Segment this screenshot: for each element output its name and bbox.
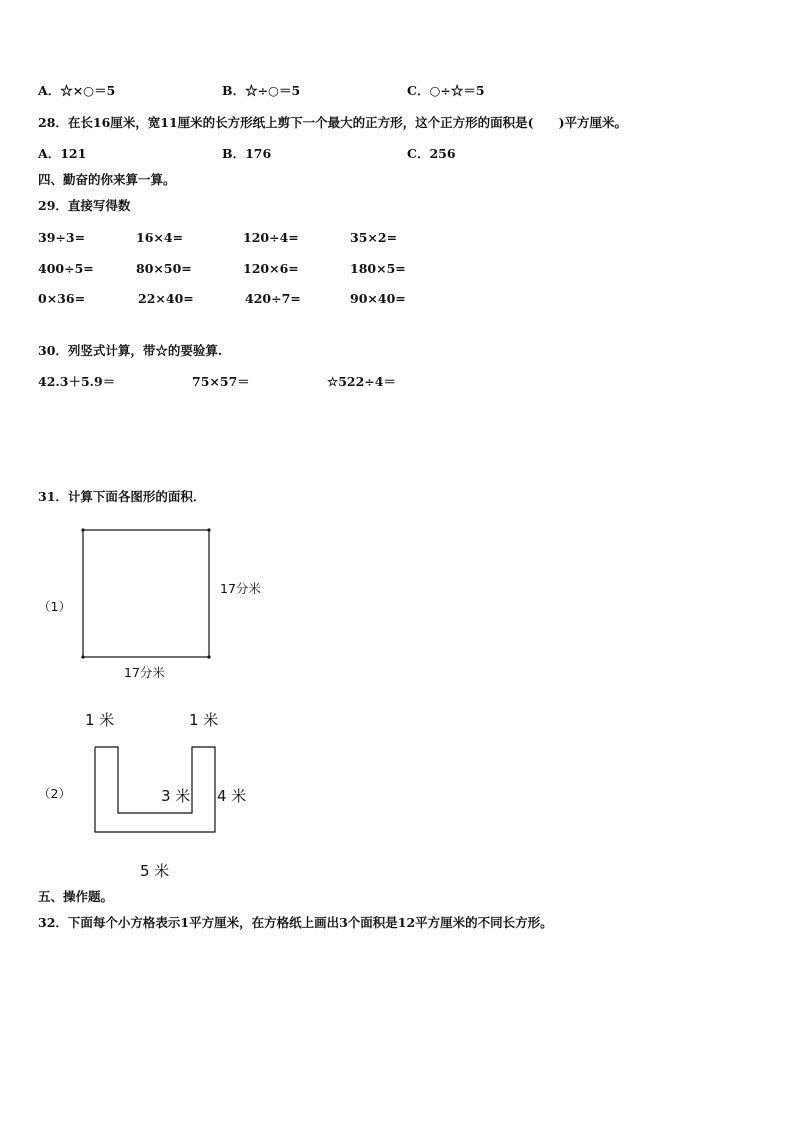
q29-stem: 29．直接写得数 (38, 198, 131, 213)
q29-item: 120×6= (243, 261, 299, 276)
q30-item: 42.3＋5.9＝ (38, 374, 116, 389)
q29-item: 400÷5= (38, 261, 94, 276)
q27-option-b: B．☆÷○＝5 (222, 83, 301, 98)
q28-option-c: C．256 (407, 146, 456, 161)
q27-option-a: A．☆×○＝5 (38, 83, 116, 98)
q32-stem: 32．下面每个小方格表示1平方厘米，在方格纸上画出3个面积是12平方厘米的不同长方形。 (38, 915, 553, 930)
q29-item: 22×40= (138, 291, 194, 306)
q28-option-b: B．176 (222, 146, 272, 161)
u-shape-top-right-width-label: 1 米 (189, 711, 219, 729)
figure-1-label: （1） (38, 599, 71, 614)
q31-stem: 31．计算下面各图形的面积． (38, 489, 206, 504)
q28-option-a: A．121 (38, 146, 87, 161)
section-4-heading: 四、勤奋的你来算一算。 (38, 172, 176, 187)
q30-item: 75×57＝ (192, 374, 250, 389)
u-shape-top-left-width-label: 1 米 (85, 711, 115, 729)
q29-item: 39÷3= (38, 230, 86, 245)
q29-item: 120÷4= (243, 230, 299, 245)
square-bottom-side-label: 17分米 (124, 665, 165, 680)
figure-2-label: （2） (38, 786, 71, 801)
q29-item: 80×50= (136, 261, 192, 276)
q30-item: ☆522÷4＝ (327, 374, 396, 389)
u-shape-bottom-width-label: 5 米 (140, 862, 170, 880)
section-5-heading: 五、操作题。 (38, 889, 114, 904)
q29-item: 420÷7= (245, 291, 301, 306)
square-right-side-label: 17分米 (220, 581, 261, 596)
q29-item: 16×4= (136, 230, 184, 245)
q29-item: 90×40= (350, 291, 406, 306)
q29-item: 180×5= (350, 261, 406, 276)
u-shape-outer-height-label: 4 米 (217, 787, 247, 805)
q29-item: 0×36= (38, 291, 86, 306)
u-shape-inner-height-label: 3 米 (161, 787, 191, 805)
q27-option-c: C．○÷☆＝5 (407, 83, 485, 98)
q28-stem: 28．在长16厘米，宽11厘米的长方形纸上剪下一个最大的正方形，这个正方形的面积是( )平方厘米。 (38, 115, 628, 130)
q29-item: 35×2= (350, 230, 398, 245)
q30-stem: 30．列竖式计算，带☆的要验算. (38, 343, 223, 358)
